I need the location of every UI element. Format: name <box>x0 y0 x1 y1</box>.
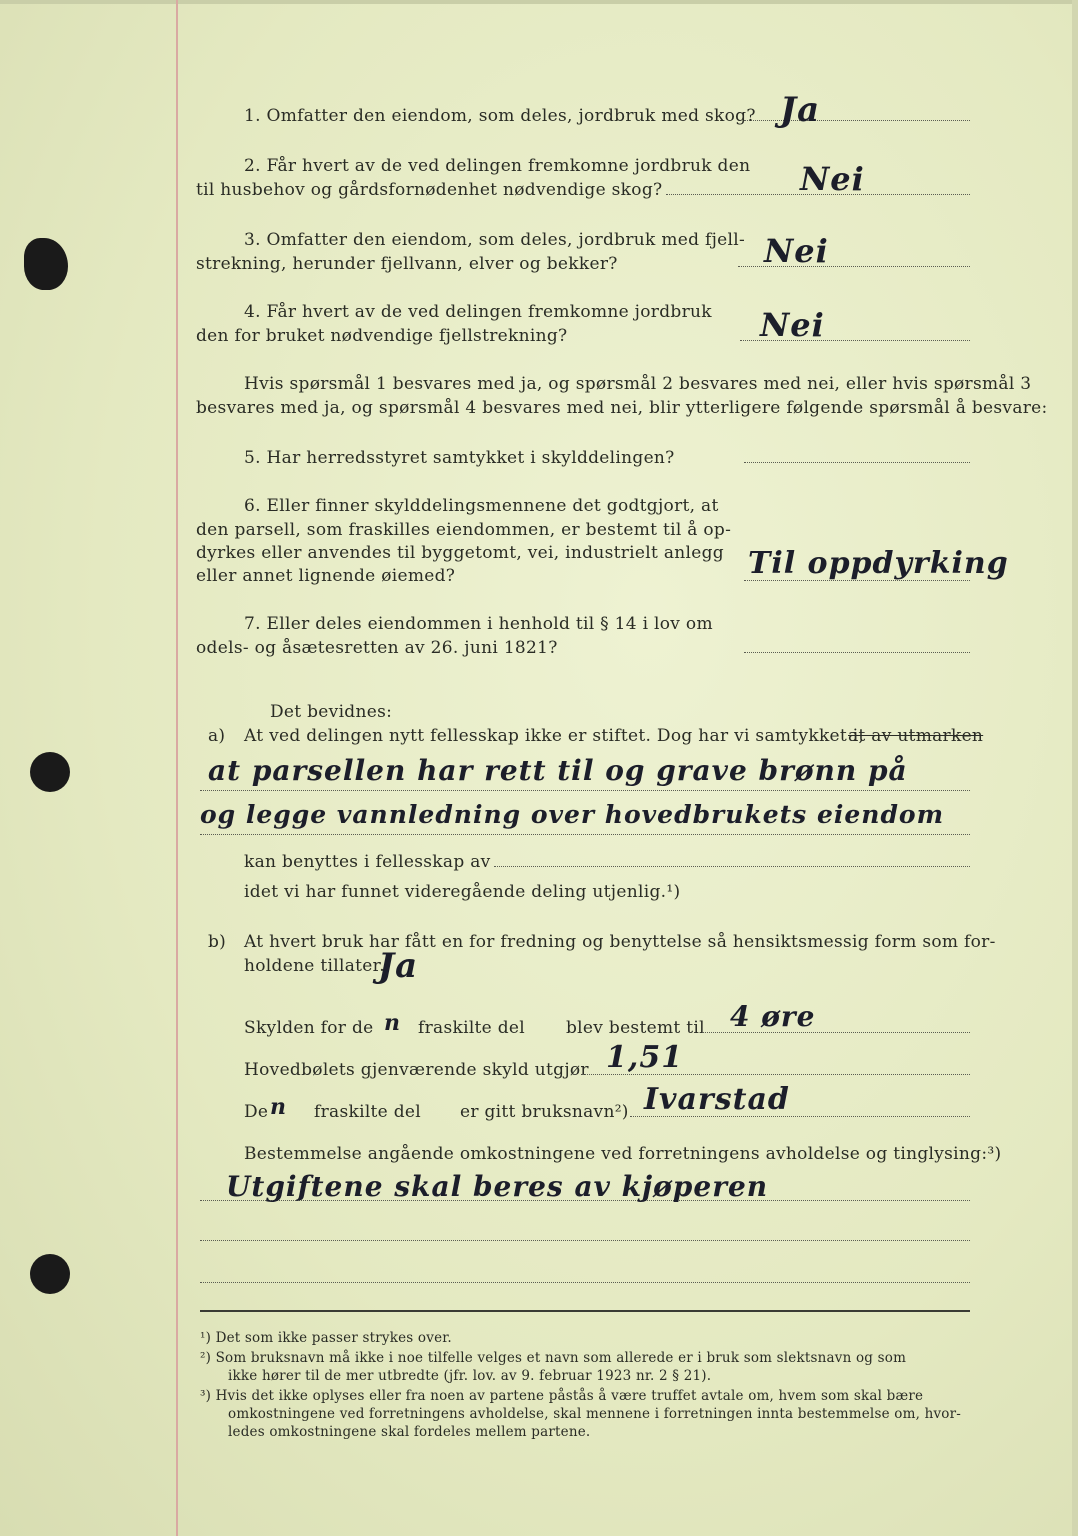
bruksnavn-handwritten-n: n <box>270 1094 287 1120</box>
punch-hole <box>30 752 70 792</box>
instruction-line-2: besvares med ja, og spørsmål 4 besvares med nei, blir ytterligere følgende spørsmål å besvare: <box>196 398 1048 418</box>
item-b-line-2: holdene tillater. <box>244 956 385 976</box>
skyld-handwritten-n: n <box>384 1010 401 1036</box>
footnote-separator <box>200 1310 970 1312</box>
division-statement: idet vi har funnet videregående deling utjenlig.¹) <box>244 882 681 902</box>
page-right-edge <box>1072 0 1078 1536</box>
bruksnavn-value: Ivarstad <box>644 1082 790 1117</box>
footnote-2-line-2: ikke hører til de mer utbredte (jfr. lov. av 9. februar 1923 nr. 2 § 21). <box>228 1368 712 1384</box>
footnote-2-line-1: ²) Som bruksnavn må ikke i noe tilfelle velges et navn som allerede er i bruk som slektsnavn og som <box>200 1350 907 1366</box>
question-4-line-2: den for bruket nødvendige fjellstrekning? <box>196 326 568 346</box>
question-6-line-4: eller annet lignende øiemed? <box>196 566 456 586</box>
footnote-3-line-2: omkostningene ved forretningens avholdelse, skal mennene i forretningen innta bestemmelse om, hvor- <box>228 1406 962 1422</box>
item-a-label: a) <box>208 726 226 746</box>
cost-value: Utgiftene skal beres av kjøperen <box>226 1170 769 1203</box>
punch-hole <box>30 1254 70 1294</box>
margin-rule <box>176 0 178 1536</box>
skyld-value: 4 øre <box>730 1000 816 1033</box>
answer-line-7 <box>744 652 970 653</box>
question-6-line-1: 6. Eller finner skylddelingsmennene det godtgjort, at <box>244 496 719 516</box>
answer-line-1 <box>744 120 970 121</box>
question-2-line-2: til husbehov og gårdsfornødenhet nødvendige skog? <box>196 180 663 200</box>
skyld-label: Skylden for de <box>244 1018 374 1038</box>
question-1: 1. Omfatter den eiendom, som deles, jordbruk med skog? <box>244 106 756 126</box>
cost-line-3 <box>200 1282 970 1283</box>
skyld-label-suffix: blev bestemt til <box>566 1018 705 1038</box>
bruksnavn-label-middle: fraskilte del <box>314 1102 422 1122</box>
footnote-3-line-1: ³) Hvis det ikke oplyses eller fra noen av partene påstås å være truffet avtale om, hvem som skal bære <box>200 1388 924 1404</box>
bruksnavn-label-suffix: er gitt bruksnavn²) <box>460 1102 629 1122</box>
answer-6: Til oppdyrking <box>748 546 1009 581</box>
bruksnavn-label-prefix: De <box>244 1102 269 1122</box>
answer-4: Nei <box>760 306 825 344</box>
question-6-line-3: dyrkes eller anvendes til byggetomt, vei, industrielt anlegg <box>196 543 724 563</box>
question-2-line-1: 2. Får hvert av de ved delingen fremkomne jordbruk den <box>244 156 751 176</box>
item-b-line-1: At hvert bruk har fått en for fredning og benyttelse så hensiktsmessig form som for- <box>244 932 996 952</box>
shared-use-line <box>494 866 970 867</box>
question-3-line-2: strekning, herunder fjellvann, elver og bekker? <box>196 254 618 274</box>
item-a-struck-text: at av utmarken <box>848 726 984 746</box>
hovedbol-value: 1,51 <box>606 1040 684 1075</box>
answer-1: Ja <box>780 90 821 130</box>
question-7-line-1: 7. Eller deles eiendommen i henhold til § 14 i lov om <box>244 614 713 634</box>
certification-heading: Det bevidnes: <box>270 702 393 722</box>
footnote-1: ¹) Det som ikke passer strykes over. <box>200 1330 452 1346</box>
question-5: 5. Har herredsstyret samtykket i skylddelingen? <box>244 448 675 468</box>
question-3-line-1: 3. Omfatter den eiendom, som deles, jordbruk med fjell- <box>244 230 746 250</box>
question-6-line-2: den parsell, som fraskilles eiendommen, er bestemt til å op- <box>196 520 732 540</box>
page-top-edge <box>0 0 1078 4</box>
item-a-text: At ved delingen nytt fellesskap ikke er stiftet. Dog har vi samtykket i, <box>244 726 865 746</box>
question-7-line-2: odels- og åsætesretten av 26. juni 1821? <box>196 638 558 658</box>
answer-3: Nei <box>764 232 829 270</box>
cost-line-2 <box>200 1240 970 1241</box>
hovedbol-label: Hovedbølets gjenværende skyld utgjør <box>244 1060 589 1080</box>
handwriting-line-2 <box>200 834 970 835</box>
item-a-handwritten-line-2: og legge vannledning over hovedbrukets eiendom <box>200 800 945 829</box>
cost-label: Bestemmelse angående omkostningene ved forretningens avholdelse og tinglysing:³) <box>244 1144 1002 1164</box>
instruction-line-1: Hvis spørsmål 1 besvares med ja, og spørsmål 2 besvares med nei, eller hvis spørsmål 3 <box>244 374 1032 394</box>
handwriting-line-1 <box>200 790 970 791</box>
skyld-label-middle: fraskilte del <box>418 1018 526 1038</box>
item-b-label: b) <box>208 932 227 952</box>
item-b-answer: Ja <box>378 946 419 986</box>
punch-hole <box>24 238 68 290</box>
item-a-handwritten-line-1: at parsellen har rett til og grave brønn på <box>208 754 908 787</box>
footnote-3-line-3: ledes omkostningene skal fordeles mellem partene. <box>228 1424 591 1440</box>
question-4-line-1: 4. Får hvert av de ved delingen fremkomne jordbruk <box>244 302 712 322</box>
answer-line-5 <box>744 462 970 463</box>
answer-2: Nei <box>800 160 865 198</box>
shared-use-label: kan benyttes i fellesskap av <box>244 852 491 872</box>
